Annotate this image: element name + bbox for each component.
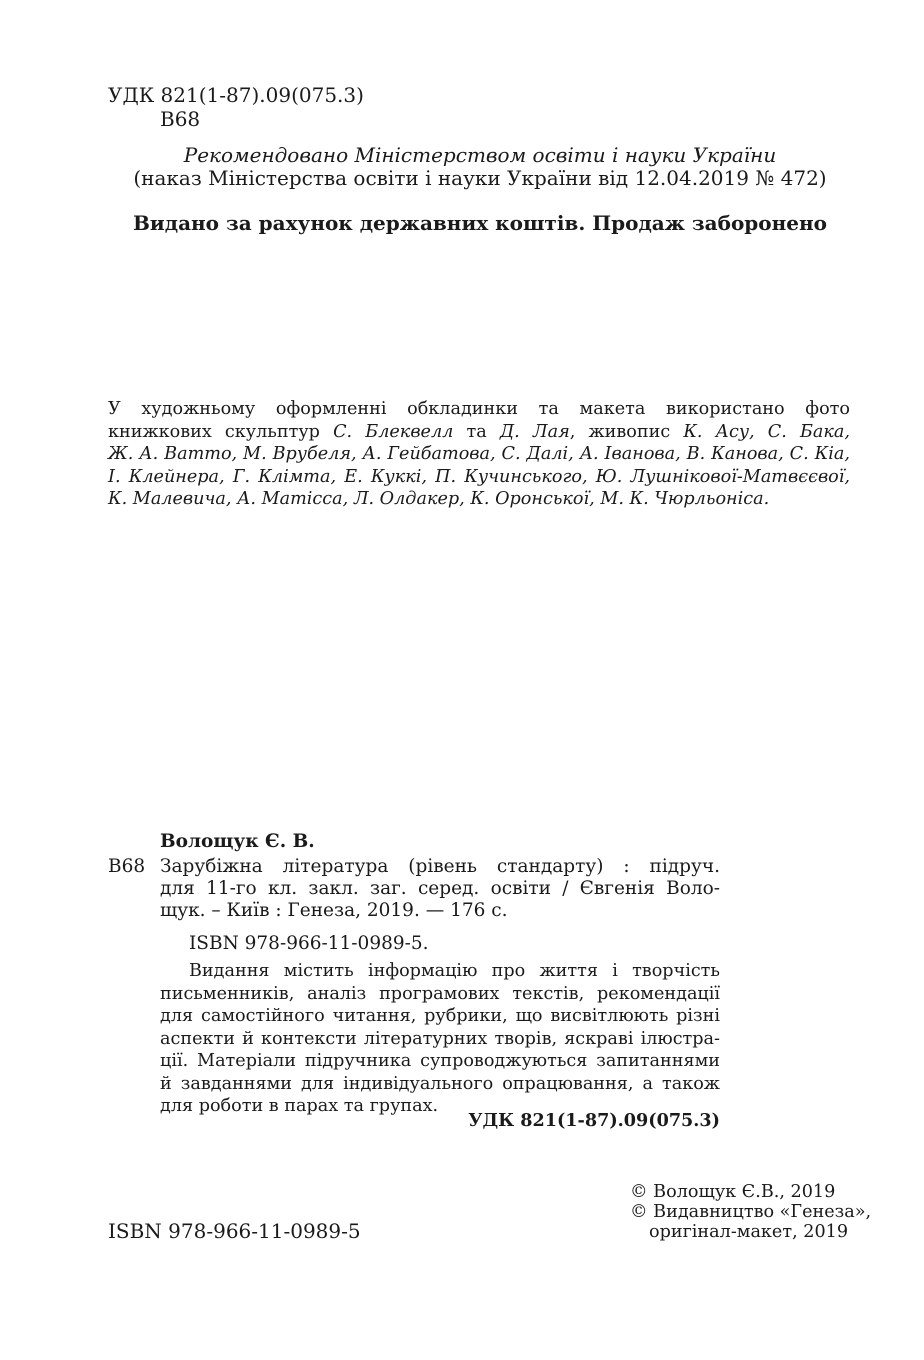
recommendation-line-1: Рекомендовано Міністерством освіти і науки України: [183, 143, 777, 167]
abstract-line: для роботи в парах та групах.: [160, 1096, 439, 1116]
catalog-abstract: [160, 960, 720, 1118]
credits-line-3: Ж. А. Ватто, М. Врубеля, А. Гейбатова, С. Далі, А. Іванова, В. Канова, С. Кіа,: [108, 444, 850, 464]
abstract-line: аспекти й контексти літературних творів, яскраві ілюстра-: [160, 1028, 720, 1049]
catalog-desc-line-3: щук. – Київ : Генеза, 2019. — 176 с.: [160, 900, 508, 921]
catalog-code: В68: [108, 856, 146, 877]
abstract-line: для самостійного читання, рубрики, що висвітлюють різні: [160, 1006, 720, 1026]
abstract-line: ції. Матеріали підручника супроводжуються запитаннями: [160, 1051, 720, 1071]
catalog-author: Волощук Є. В.: [160, 831, 315, 852]
catalog-desc-line-2: для 11-го кл. закл. заг. серед. освіти / Євгенія Воло-: [160, 878, 720, 899]
abstract-line: Видання містить інформацію про життя і творчість: [189, 961, 720, 981]
udk-header: УДК 821(1-87).09(075.3): [108, 83, 364, 107]
copyright-publisher: © Видавництво «Генеза»,: [630, 1202, 872, 1222]
credits-line-4: І. Клейнера, Г. Клімта, Е. Куккі, П. Кучинського, Ю. Лушнікової-Матвєєвої,: [108, 466, 850, 487]
footer-isbn: ISBN 978-966-11-0989-5: [108, 1219, 361, 1243]
catalog-udk: УДК 821(1-87).09(075.3): [468, 1110, 720, 1131]
catalog-description: [160, 856, 720, 922]
catalog-desc-line-1: Зарубіжна література (рівень стандарту) : підруч.: [160, 856, 720, 877]
credits-line-1: У художньому оформленні обкладинки та макета використано фото: [108, 399, 850, 419]
recommendation-line-2: (наказ Міністерства освіти і науки України від 12.04.2019 № 472): [133, 166, 827, 190]
abstract-line: письменників, аналіз програмових текстів, рекомендації: [160, 983, 720, 1004]
catalog-isbn: ISBN 978-966-11-0989-5.: [189, 933, 429, 954]
book-code-header: В68: [160, 107, 201, 131]
state-funded-notice: Видано за рахунок державних коштів. Продаж заборонено: [133, 211, 827, 235]
credits-line-5: К. Малевича, А. Матісса, Л. Олдакер, К. Оронської, М. К. Чюрльоніса.: [108, 489, 770, 509]
illustration-credits: [108, 398, 850, 511]
copyright-layout: оригінал-макет, 2019: [649, 1222, 849, 1242]
credits-line-2: книжкових скульптур С. Блеквелл та Д. Лая, живопис К. Асу, С. Бака,: [108, 421, 850, 442]
abstract-line: й завданнями для індивідуального опрацювання, а також: [160, 1073, 720, 1094]
copyright-author: © Волощук Є.В., 2019: [630, 1182, 836, 1202]
